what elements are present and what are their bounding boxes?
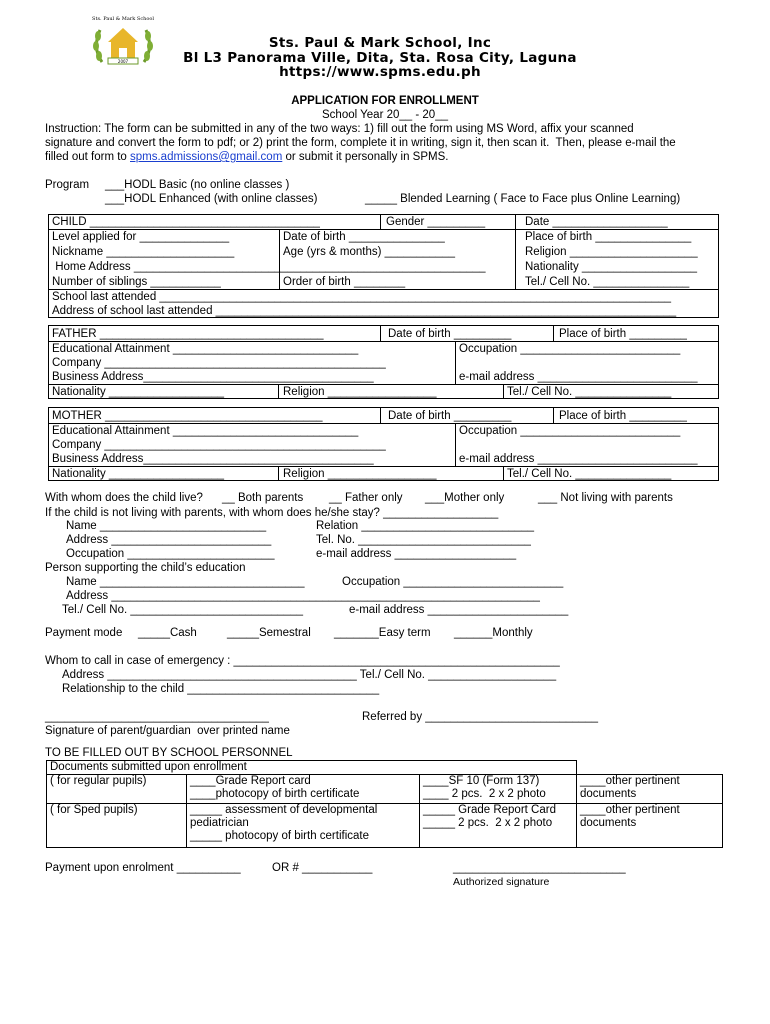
emergency-contact-field[interactable]: Whom to call in case of emergency : ___________________________________________________ (45, 655, 560, 667)
mother-pob-field[interactable]: Place of birth _________ (559, 410, 687, 422)
guardian-relation-field[interactable]: Relation ___________________________ (316, 520, 535, 532)
authorized-signature-line[interactable]: ___________________________ (453, 862, 626, 874)
father-tel-field[interactable]: Tel./ Cell No. _______________ (507, 386, 672, 398)
emergency-relationship-field[interactable]: Relationship to the child ______________________________ (62, 683, 380, 695)
supporter-label: Person supporting the child’s education (45, 562, 246, 574)
emergency-address-field[interactable]: Address _______________________________________ Tel./ Cell No. ____________________ (62, 669, 557, 681)
logo-caption: Sts. Paul & Mark School (92, 16, 154, 22)
level-applied-field[interactable]: Level applied for ______________ (52, 231, 230, 243)
form-title: APPLICATION FOR ENROLLMENT (291, 95, 479, 107)
instruction-suffix: or submit it personally in SPMS. (282, 151, 449, 163)
payment-easy-term-option[interactable]: _______Easy term (334, 627, 431, 639)
assessment-checkbox[interactable]: _____ assessment of developmental (190, 804, 378, 816)
sped-photo-checkbox[interactable]: _____ 2 pcs. 2 x 2 photo (423, 817, 553, 829)
father-pob-field[interactable]: Place of birth _________ (559, 328, 687, 340)
regular-pupils-label: ( for regular pupils) (47, 775, 187, 804)
program-label: Program (45, 179, 90, 191)
live-with-father-option[interactable]: __ Father only (329, 492, 403, 504)
logo-year: 2007 (117, 59, 129, 64)
birth-order-field[interactable]: Order of birth ________ (283, 276, 406, 288)
regular-docs-cell-2 (420, 775, 577, 804)
mother-tel-field[interactable]: Tel./ Cell No. _______________ (507, 468, 672, 480)
program-blended[interactable]: _____ Blended Learning ( Face to Face plus Online Learning) (365, 193, 681, 205)
other-docs-checkbox[interactable]: ____other pertinent (580, 775, 680, 787)
father-dob-field[interactable]: Date of birth _________ (388, 328, 512, 340)
live-with-both-option[interactable]: __ Both parents (222, 492, 304, 504)
signature-label: Signature of parent/guardian over printed name (45, 725, 290, 737)
child-dob-field[interactable]: Date of birth _______________ (283, 231, 445, 243)
sped-docs-cell-2 (420, 804, 577, 848)
sped-grade-report-checkbox[interactable]: _____ Grade Report Card (423, 804, 556, 816)
mother-occupation-field[interactable]: Occupation _________________________ (459, 425, 681, 437)
school-address: Bl L3 Panorama Ville, Dita, Sta. Rosa City, Laguna (183, 50, 577, 66)
sped-birth-cert-checkbox[interactable]: _____ photocopy of birth certificate (190, 830, 370, 842)
supporter-occupation-field[interactable]: Occupation _________________________ (342, 576, 564, 588)
live-with-mother-option[interactable]: ___Mother only (425, 492, 505, 504)
sf10-checkbox[interactable]: ____SF 10 (Form 137) (423, 775, 540, 787)
or-number-field[interactable]: OR # ___________ (272, 862, 373, 874)
grade-report-checkbox[interactable]: ____Grade Report card (190, 775, 311, 787)
mother-name-field[interactable]: MOTHER __________________________________ (52, 410, 323, 422)
sped-docs-cell (187, 804, 420, 848)
mother-company-field[interactable]: Company ____________________________________________ (52, 439, 386, 451)
regular-other-cell (577, 775, 723, 804)
mother-education-field[interactable]: Educational Attainment _____________________________ (52, 425, 359, 437)
siblings-field[interactable]: Number of siblings ___________ (52, 276, 221, 288)
instruction-line-2: signature and convert the form to pdf; or 2) print the form, complete it in writing, sign it, then scan it. Then, please e-mail the (45, 137, 676, 149)
child-name-field[interactable]: CHILD ____________________________________ (52, 216, 320, 228)
program-hodl-basic[interactable]: ___HODL Basic (no online classes ) (105, 179, 290, 191)
mother-religion-field[interactable]: Religion _________________ (283, 468, 437, 480)
father-company-field[interactable]: Company ____________________________________________ (52, 357, 386, 369)
sped-other-docs-checkbox[interactable]: ____other pertinent (580, 804, 680, 816)
school-logo (88, 14, 158, 70)
assessment-label: pediatrician (190, 817, 249, 829)
school-last-address-field[interactable]: Address of school last attended ________________________________________________________________________ (52, 305, 677, 317)
child-religion-field[interactable]: Religion ____________________ (525, 246, 698, 258)
payment-mode-label: Payment mode (45, 627, 123, 639)
date-field[interactable]: Date __________________ (525, 216, 668, 228)
supporter-address-field[interactable]: Address ___________________________________________________________________ (66, 590, 540, 602)
father-name-field[interactable]: FATHER ___________________________________ (52, 328, 324, 340)
sped-other-cell (577, 804, 723, 848)
birth-cert-checkbox[interactable]: ____photocopy of birth certificate (190, 788, 360, 800)
age-field[interactable]: Age (yrs & months) ___________ (283, 246, 455, 258)
father-nationality-field[interactable]: Nationality __________________ (52, 386, 225, 398)
authorized-signature-label: Authorized signature (453, 876, 550, 888)
photo-checkbox[interactable]: ____ 2 pcs. 2 x 2 photo (423, 788, 546, 800)
supporter-tel-field[interactable]: Tel./ Cell No. ___________________________ (62, 604, 304, 616)
gender-field[interactable]: Gender _________ (386, 216, 486, 228)
father-religion-field[interactable]: Religion _________________ (283, 386, 437, 398)
payment-upon-enrolment-field[interactable]: Payment upon enrolment __________ (45, 862, 241, 874)
mother-nationality-field[interactable]: Nationality __________________ (52, 468, 225, 480)
mother-email-field[interactable]: e-mail address _________________________ (459, 453, 698, 465)
instruction-line-1: Instruction: The form can be submitted in any of the two ways: 1) fill out the form using MS Word, affix your scanned (45, 123, 634, 135)
sped-other-docs-label: documents (580, 817, 637, 829)
guardian-address-field[interactable]: Address _________________________ (66, 534, 272, 546)
school-name: Sts. Paul & Mark School, Inc (268, 35, 492, 51)
payment-cash-option[interactable]: _____Cash (138, 627, 197, 639)
father-occupation-field[interactable]: Occupation _________________________ (459, 343, 681, 355)
supporter-email-field[interactable]: e-mail address ______________________ (349, 604, 569, 616)
guardian-tel-field[interactable]: Tel. No. ___________________________ (316, 534, 531, 546)
guardian-question[interactable]: If the child is not living with parents, with whom does he/she stay? __________________ (45, 507, 499, 519)
father-education-field[interactable]: Educational Attainment _____________________________ (52, 343, 359, 355)
live-with-question: With whom does the child live? (45, 492, 203, 504)
not-living-with-parents-option[interactable]: ___ Not living with parents (538, 492, 673, 504)
documents-header: Documents submitted upon enrollment (47, 761, 577, 775)
nickname-field[interactable]: Nickname ____________________ (52, 246, 235, 258)
school-website[interactable]: https://www.spms.edu.ph (279, 64, 481, 80)
instruction-prefix: filled out form to (45, 151, 131, 163)
signature-line[interactable]: ___________________________________ (45, 711, 269, 723)
payment-monthly-option[interactable]: ______Monthly (454, 627, 533, 639)
school-last-attended-field[interactable]: School last attended ________________________________________________________________________________ (52, 291, 672, 303)
mother-dob-field[interactable]: Date of birth _________ (388, 410, 512, 422)
guardian-occupation-field[interactable]: Occupation _______________________ (66, 548, 275, 560)
child-nationality-field[interactable]: Nationality __________________ (525, 261, 698, 273)
supporter-name-field[interactable]: Name ________________________________ (66, 576, 305, 588)
home-address-field[interactable]: Home Address _______________________________________________________ (52, 261, 486, 273)
child-pob-field[interactable]: Place of birth _______________ (525, 231, 692, 243)
guardian-email-field[interactable]: e-mail address ___________________ (316, 548, 517, 560)
guardian-name-field[interactable]: Name __________________________ (66, 520, 267, 532)
child-tel-field[interactable]: Tel./ Cell No. _______________ (525, 276, 690, 288)
admissions-email-link[interactable]: spms.admissions@gmail.com (130, 151, 283, 163)
documents-table (46, 760, 723, 848)
mother-business-address-field[interactable]: Business Address____________________________________ (52, 453, 374, 465)
referred-by-field[interactable]: Referred by ___________________________ (362, 711, 598, 723)
other-docs-label: documents (580, 788, 637, 800)
personnel-title: TO BE FILLED OUT BY SCHOOL PERSONNEL (45, 747, 293, 759)
regular-docs-cell (187, 775, 420, 804)
payment-semestral-option[interactable]: _____Semestral (227, 627, 311, 639)
father-email-field[interactable]: e-mail address _________________________ (459, 371, 698, 383)
empty-cell (577, 761, 723, 775)
program-hodl-enhanced[interactable]: ___HODL Enhanced (with online classes) (105, 193, 318, 205)
school-year: School Year 20__ - 20__ (322, 109, 448, 121)
sped-pupils-label: ( for Sped pupils) (47, 804, 187, 848)
father-business-address-field[interactable]: Business Address____________________________________ (52, 371, 374, 383)
instruction-line-3 (45, 150, 448, 164)
